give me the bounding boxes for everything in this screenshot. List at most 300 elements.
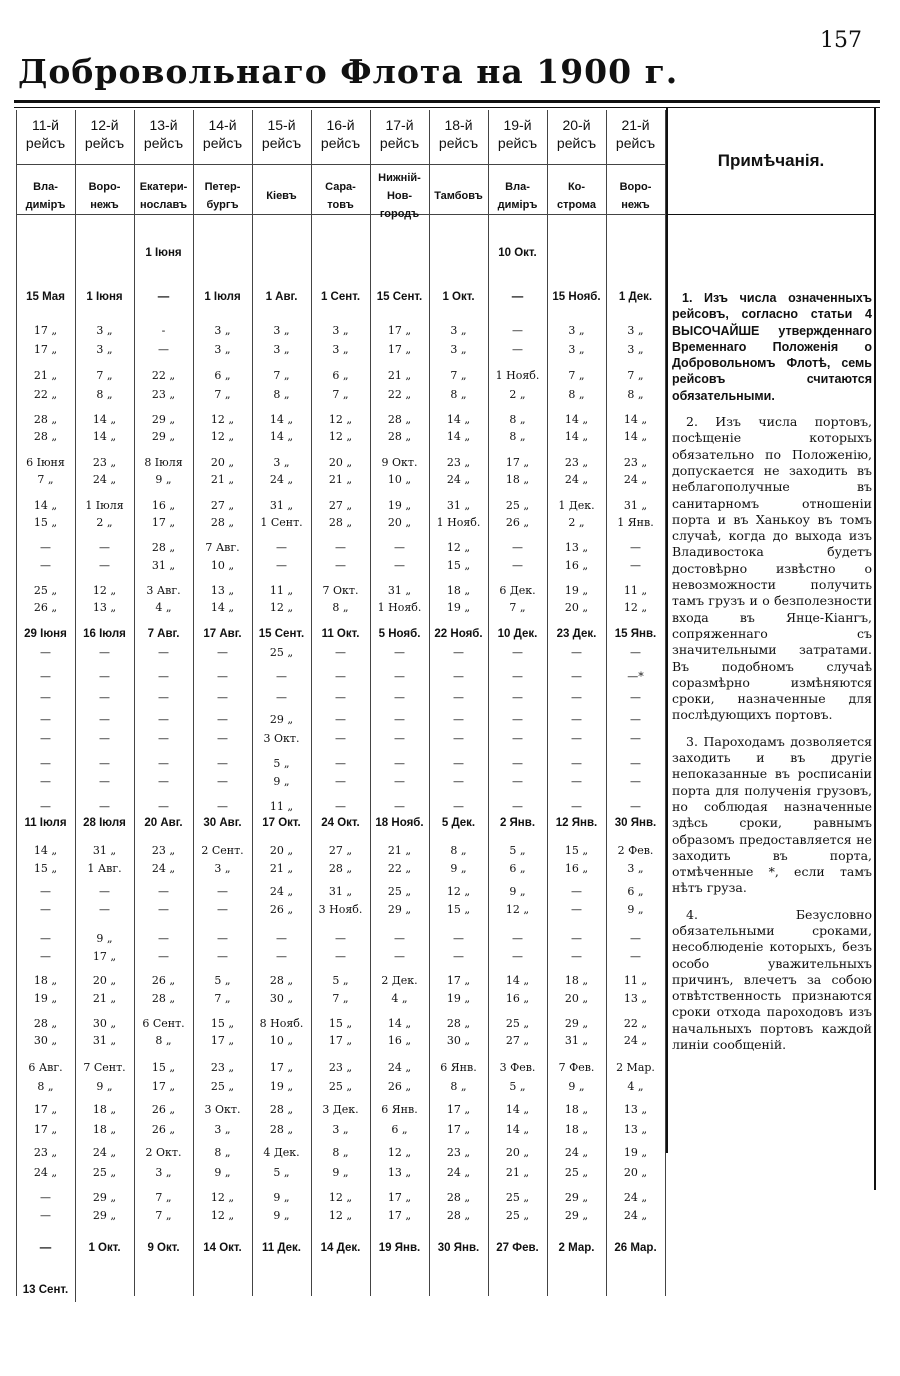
schedule-cell: 23 „ <box>92 456 117 469</box>
schedule-cell: 22 „ <box>33 388 58 401</box>
schedule-cell: 12 „ <box>505 903 530 916</box>
schedule-cell: 18 „ <box>505 473 530 486</box>
notes-header-rule <box>666 214 876 215</box>
note-3: 3. Пароходамъ дозволяется заходить и въ другіе непоказанные въ росписаніи порта для полученія грузовъ, но соблюдая назначенные здѣсь сроки, равнымъ образомъ предоставляется не заходить въ порта, отмѣченные *, если тамъ нѣтъ груза. <box>672 733 872 896</box>
schedule-cell: 18 „ <box>564 974 589 987</box>
schedule-cell: 28 „ <box>269 974 294 987</box>
schedule-cell: 15 Мая <box>26 291 65 303</box>
schedule-cell: 3 „ <box>214 862 231 875</box>
schedule-cell: 3 Авг. <box>146 584 181 597</box>
schedule-cell: 6 „ <box>214 369 231 382</box>
schedule-cell: 3 „ <box>214 343 231 356</box>
schedule-cell: 23 „ <box>33 1146 58 1159</box>
schedule-cell: 28 „ <box>328 862 353 875</box>
schedule-cell: 3 „ <box>214 1123 231 1136</box>
ship-name-header: Петер- бургъ <box>204 181 241 211</box>
schedule-cell: 9 „ <box>96 932 113 945</box>
schedule-cell: 17 „ <box>33 1103 58 1116</box>
schedule-cell: 17 „ <box>33 1123 58 1136</box>
schedule-cell: 9 Окт. <box>147 1242 180 1254</box>
schedule-cell: 9 „ <box>627 903 644 916</box>
schedule-cell: 24 „ <box>269 473 294 486</box>
schedule-cell: 3 „ <box>273 343 290 356</box>
schedule-cell: 6 „ <box>627 885 644 898</box>
schedule-cell: — <box>99 713 110 726</box>
schedule-cell: 29 „ <box>387 903 412 916</box>
schedule-cell: 18 Нояб. <box>375 817 424 829</box>
schedule-cell: 4 „ <box>391 992 408 1005</box>
schedule-cell: — <box>630 646 641 659</box>
schedule-cell: 26 Мар. <box>614 1242 657 1254</box>
schedule-cell: — <box>99 757 110 770</box>
schedule-cell: 23 „ <box>446 1146 471 1159</box>
schedule-cell: 20 „ <box>210 456 235 469</box>
schedule-cell: 26 „ <box>387 1080 412 1093</box>
schedule-cell: 21 „ <box>269 862 294 875</box>
schedule-cell: — <box>158 757 169 770</box>
schedule-cell: 7 „ <box>96 369 113 382</box>
schedule-cell: 4 Дек. <box>263 1146 300 1159</box>
schedule-cell: 15 „ <box>33 862 58 875</box>
schedule-cell: 25 „ <box>505 499 530 512</box>
schedule-cell: 30 Янв. <box>437 1242 480 1254</box>
schedule-cell: 21 „ <box>33 369 58 382</box>
schedule-cell: 17 „ <box>210 1034 235 1047</box>
schedule-cell: 13 „ <box>623 1103 648 1116</box>
schedule-cell: 4 „ <box>155 601 172 614</box>
schedule-cell: — <box>40 775 51 788</box>
schedule-cell: 30 „ <box>269 992 294 1005</box>
schedule-cell: 3 „ <box>450 324 467 337</box>
schedule-cell: 9 Окт. <box>381 456 418 469</box>
schedule-cell: — <box>276 559 287 572</box>
schedule-cell: 15 „ <box>151 1061 176 1074</box>
schedule-cell: — <box>453 800 464 813</box>
schedule-cell: 29 „ <box>92 1209 117 1222</box>
schedule-cell: 7 Сент. <box>83 1061 126 1074</box>
schedule-cell: 3 „ <box>96 324 113 337</box>
schedule-cell: 14 „ <box>210 601 235 614</box>
schedule-cell: 19 „ <box>269 1080 294 1093</box>
schedule-cell: 13 Сент. <box>22 1284 69 1296</box>
voyage-number-header: 21-й рейсъ <box>615 117 656 151</box>
schedule-cell: — <box>394 559 405 572</box>
schedule-cell: 5 „ <box>509 844 526 857</box>
schedule-cell: 13 „ <box>623 992 648 1005</box>
schedule-cell: 8 „ <box>568 388 585 401</box>
ship-name-header: Кіевъ <box>266 190 297 202</box>
voyage-number-header: 20-й рейсъ <box>556 117 597 151</box>
schedule-cell: 20 „ <box>387 516 412 529</box>
schedule-cell: 28 „ <box>328 516 353 529</box>
schedule-cell: — <box>40 713 51 726</box>
schedule-cell: 5 Нояб. <box>378 628 421 640</box>
schedule-cell: 21 „ <box>210 473 235 486</box>
schedule-cell: — <box>571 950 582 963</box>
schedule-cell: 14 „ <box>505 974 530 987</box>
notes-header: Примѣчанія. <box>717 151 825 170</box>
voyage-number-header: 19-й рейсъ <box>497 117 538 151</box>
voyage-number-header: 17-й рейсъ <box>379 117 420 151</box>
schedule-cell: — <box>394 757 405 770</box>
schedule-cell: 8 „ <box>450 388 467 401</box>
schedule-cell: 19 „ <box>623 1146 648 1159</box>
schedule-cell: 24 „ <box>92 1146 117 1159</box>
schedule-cell: — <box>335 775 346 788</box>
schedule-cell: 20 „ <box>623 1166 648 1179</box>
schedule-cell: — <box>158 950 169 963</box>
schedule-cell: 11 „ <box>269 584 294 597</box>
schedule-cell: 10 Дек. <box>497 628 538 640</box>
schedule-cell: 16 „ <box>564 559 589 572</box>
schedule-cell: — <box>217 646 228 659</box>
schedule-cell: 24 Окт. <box>321 817 360 829</box>
schedule-cell: 24 „ <box>623 1034 648 1047</box>
voyage-number-header: 13-й рейсъ <box>143 117 184 151</box>
note-2: 2. Изъ числа портовъ, посѣщеніе которыхъ обязательно по Положенію, допускается не заходить въ неблагополучные въ санитарномъ отношеніи порта и въ Ханькоу въ томъ случаѣ, когда до выхода изъ Владивостока будетъ достовѣрно извѣстно о невозможности получить тамъ грузъ и о безполезности входа въ Янце-Кіангъ, сопряженнаго съ значительными затратами. Въ подобномъ случаѣ соразмѣрно измѣняются сроки, назначенные для послѣдующихъ портовъ. <box>672 414 872 723</box>
schedule-cell: — <box>512 800 523 813</box>
schedule-cell: — <box>630 950 641 963</box>
notes-right-rule <box>874 108 876 1190</box>
schedule-cell: — <box>511 291 524 303</box>
schedule-cell: 12 „ <box>269 601 294 614</box>
schedule-cell: — <box>335 950 346 963</box>
schedule-cell: 17 „ <box>151 516 176 529</box>
schedule-cell: 6 Янв. <box>381 1103 418 1116</box>
schedule-cell: — <box>217 775 228 788</box>
schedule-cell: 1 Нояб. <box>436 516 481 529</box>
schedule-cell: 14 Окт. <box>203 1242 242 1254</box>
schedule-cell: 29 „ <box>564 1017 589 1030</box>
schedule-cell: 2 Окт. <box>145 1146 182 1159</box>
schedule-cell: 12 „ <box>328 413 353 426</box>
schedule-cell: — <box>394 713 405 726</box>
schedule-cell: — <box>571 732 582 745</box>
schedule-cell: 1 Сент. <box>320 291 361 303</box>
schedule-cell: — <box>453 732 464 745</box>
schedule-cell: 9 „ <box>450 862 467 875</box>
schedule-cell: — <box>158 713 169 726</box>
schedule-cell: — <box>453 646 464 659</box>
schedule-cell: 1 Нояб. <box>495 369 540 382</box>
schedule-cell: 1 Іюня <box>86 291 123 303</box>
schedule-cell: 28 „ <box>269 1103 294 1116</box>
schedule-cell: 14 „ <box>269 430 294 443</box>
schedule-cell: 2 Дек. <box>381 974 418 987</box>
schedule-cell: 15 „ <box>33 516 58 529</box>
schedule-cell: 17 Окт. <box>262 817 301 829</box>
schedule-cell: 12 „ <box>328 1209 353 1222</box>
schedule-cell: — <box>40 646 51 659</box>
notes-vertical-rule <box>666 108 668 1153</box>
schedule-cell: 1 Іюля <box>204 291 241 303</box>
schedule-cell: 13 „ <box>564 541 589 554</box>
schedule-cell: 20 „ <box>92 974 117 987</box>
schedule-cell: 14 „ <box>505 1103 530 1116</box>
schedule-cell: 3 Дек. <box>322 1103 359 1116</box>
schedule-cell: — <box>158 646 169 659</box>
schedule-cell: — <box>630 691 641 704</box>
schedule-cell: 5 Дек. <box>441 817 476 829</box>
schedule-cell: 3 „ <box>332 1123 349 1136</box>
schedule-cell: — <box>394 800 405 813</box>
schedule-cell: 17 „ <box>387 343 412 356</box>
schedule-cell: — <box>335 670 346 683</box>
schedule-cell: — <box>99 885 110 898</box>
schedule-cell: — <box>158 343 169 356</box>
schedule-cell: 3 „ <box>450 343 467 356</box>
schedule-cell: 11 „ <box>623 584 648 597</box>
schedule-cell: 1 Іюня <box>145 247 182 259</box>
schedule-cell: — <box>453 757 464 770</box>
schedule-cell: 7 „ <box>450 369 467 382</box>
schedule-cell: 21 „ <box>387 369 412 382</box>
schedule-cell: 2 Янв. <box>499 817 536 829</box>
note-1: 1. Изъ числа означенныхъ рейсовъ, согласно статьи 4 ВЫСОЧАЙШЕ утвержденнаго Временнаго Положенія о Добровольномъ Флотѣ, семь рейсовъ считаются обязательными. <box>672 291 872 403</box>
schedule-cell: 8 „ <box>509 413 526 426</box>
schedule-cell: 4 „ <box>627 1080 644 1093</box>
schedule-cell: 3 „ <box>155 1166 172 1179</box>
schedule-cell: 9 „ <box>273 1191 290 1204</box>
schedule-cell: 8 „ <box>450 1080 467 1093</box>
schedule-cell: 6 Дек. <box>499 584 536 597</box>
top-rule <box>14 100 880 103</box>
ship-name-header: Екатери- нославъ <box>139 181 188 211</box>
schedule-cell: — <box>630 775 641 788</box>
schedule-cell: 25 „ <box>269 646 294 659</box>
ship-name-header: Вла- диміръ <box>25 181 66 211</box>
schedule-cell: 2 Фев. <box>617 844 654 857</box>
schedule-cell: 31 „ <box>446 499 471 512</box>
schedule-cell: 24 „ <box>623 1209 648 1222</box>
schedule-cell: 5 „ <box>273 757 290 770</box>
schedule-cell: — <box>40 732 51 745</box>
schedule-cell: 6 Сент. <box>142 1017 185 1030</box>
schedule-cell: 24 „ <box>151 862 176 875</box>
schedule-cell: — <box>99 775 110 788</box>
schedule-cell: 22 „ <box>623 1017 648 1030</box>
schedule-cell: — <box>453 775 464 788</box>
schedule-cell: — <box>158 732 169 745</box>
schedule-cell: —* <box>627 670 644 683</box>
schedule-cell: 29 „ <box>151 430 176 443</box>
schedule-cell: 15 „ <box>446 903 471 916</box>
schedule-cell: 3 „ <box>627 862 644 875</box>
schedule-cell: — <box>453 670 464 683</box>
schedule-cell: 28 „ <box>33 413 58 426</box>
schedule-cell: 17 „ <box>33 343 58 356</box>
schedule-cell: 17 „ <box>387 324 412 337</box>
schedule-cell: — <box>40 541 51 554</box>
schedule-cell: 15 „ <box>328 1017 353 1030</box>
schedule-cell: — <box>512 732 523 745</box>
schedule-cell: 24 „ <box>623 473 648 486</box>
schedule-cell: 15 „ <box>446 559 471 572</box>
schedule-cell: — <box>158 885 169 898</box>
schedule-cell: 8 Іюля <box>144 456 183 469</box>
header-rule-mid <box>16 164 665 165</box>
schedule-cell: 24 „ <box>446 473 471 486</box>
schedule-cell: — <box>630 732 641 745</box>
schedule-cell: — <box>158 903 169 916</box>
schedule-cell: 31 „ <box>269 499 294 512</box>
schedule-cell: 29 „ <box>564 1191 589 1204</box>
schedule-cell: — <box>39 1242 52 1254</box>
schedule-cell: 7 „ <box>627 369 644 382</box>
schedule-cell: — <box>217 691 228 704</box>
schedule-cell: 20 „ <box>564 992 589 1005</box>
schedule-cell: 7 „ <box>155 1209 172 1222</box>
schedule-cell: 25 „ <box>505 1191 530 1204</box>
schedule-cell: 8 „ <box>155 1034 172 1047</box>
schedule-cell: 18 „ <box>92 1123 117 1136</box>
schedule-table <box>16 108 664 1308</box>
schedule-cell: 21 „ <box>387 844 412 857</box>
schedule-cell: 19 „ <box>33 992 58 1005</box>
schedule-cell: 3 „ <box>214 324 231 337</box>
schedule-cell: — <box>217 732 228 745</box>
schedule-cell: 19 Янв. <box>378 1242 421 1254</box>
schedule-cell: 8 Нояб. <box>259 1017 304 1030</box>
schedule-cell: — <box>158 775 169 788</box>
schedule-cell: 28 „ <box>210 516 235 529</box>
ship-name-header: Воро- нежъ <box>88 181 121 211</box>
schedule-cell: — <box>394 950 405 963</box>
schedule-cell: 15 Янв. <box>614 628 657 640</box>
schedule-cell: 24 „ <box>564 1146 589 1159</box>
schedule-cell: 12 „ <box>446 885 471 898</box>
schedule-cell: 20 Авг. <box>144 817 183 829</box>
schedule-cell: 23 „ <box>446 456 471 469</box>
schedule-cell: 12 „ <box>210 430 235 443</box>
schedule-cell: 31 „ <box>151 559 176 572</box>
schedule-cell: 24 „ <box>92 473 117 486</box>
schedule-cell: 24 „ <box>623 1191 648 1204</box>
schedule-cell: 17 „ <box>505 456 530 469</box>
schedule-cell: 10 „ <box>210 559 235 572</box>
schedule-cell: 24 „ <box>564 473 589 486</box>
schedule-cell: 6 Іюня <box>26 456 65 469</box>
schedule-cell: 9 „ <box>96 1080 113 1093</box>
schedule-cell: 2 „ <box>96 516 113 529</box>
schedule-cell: — <box>276 670 287 683</box>
schedule-cell: 26 „ <box>269 903 294 916</box>
schedule-cell: 8 „ <box>627 388 644 401</box>
ship-name-header: Тамбовъ <box>434 190 483 202</box>
schedule-cell: 3 „ <box>273 324 290 337</box>
schedule-cell: 31 „ <box>92 844 117 857</box>
schedule-cell: 14 „ <box>505 1123 530 1136</box>
schedule-cell: — <box>394 646 405 659</box>
schedule-cell: 12 Янв. <box>555 817 598 829</box>
schedule-cell: 2 Сент. <box>201 844 244 857</box>
schedule-cell: 22 „ <box>387 862 412 875</box>
schedule-cell: 3 „ <box>273 456 290 469</box>
schedule-cell: 16 „ <box>387 1034 412 1047</box>
schedule-cell: 2 Мар. <box>558 1242 595 1254</box>
schedule-cell: 30 Авг. <box>203 817 242 829</box>
schedule-cell: 14 „ <box>564 430 589 443</box>
schedule-cell: 25 „ <box>328 1080 353 1093</box>
schedule-cell: 28 „ <box>151 541 176 554</box>
voyage-number-header: 15-й рейсъ <box>261 117 302 151</box>
schedule-cell: — <box>217 885 228 898</box>
schedule-cell: — <box>512 713 523 726</box>
schedule-cell: 17 Авг. <box>203 628 242 640</box>
schedule-cell: 16 „ <box>151 499 176 512</box>
schedule-cell: — <box>394 691 405 704</box>
schedule-cell: — <box>630 800 641 813</box>
schedule-cell: 9 „ <box>273 1209 290 1222</box>
schedule-cell: — <box>158 670 169 683</box>
schedule-cell: 26 „ <box>505 516 530 529</box>
schedule-cell: 17 „ <box>151 1080 176 1093</box>
schedule-cell: — <box>453 950 464 963</box>
schedule-cell: 12 „ <box>387 1146 412 1159</box>
schedule-cell: 14 „ <box>446 430 471 443</box>
ship-name-header: Нижній- Нов- городъ <box>378 172 421 220</box>
schedule-cell: 12 „ <box>210 1191 235 1204</box>
schedule-cell: 20 „ <box>505 1146 530 1159</box>
schedule-cell: 11 Окт. <box>321 628 360 640</box>
schedule-cell: — <box>99 541 110 554</box>
ship-name-header: Сара- товъ <box>325 181 356 211</box>
schedule-cell: 17 „ <box>446 974 471 987</box>
schedule-cell: 14 Дек. <box>320 1242 361 1254</box>
schedule-cell: 3 Окт. <box>263 732 300 745</box>
schedule-cell: 18 „ <box>564 1123 589 1136</box>
schedule-cell: 7 Авг. <box>205 541 240 554</box>
schedule-cell: 17 „ <box>387 1209 412 1222</box>
schedule-cell: — <box>512 775 523 788</box>
schedule-cell: 29 „ <box>92 1191 117 1204</box>
schedule-cell: 3 Нояб. <box>318 903 363 916</box>
schedule-cell: 22 „ <box>151 369 176 382</box>
schedule-cell: — <box>276 932 287 945</box>
schedule-cell: 8 „ <box>96 388 113 401</box>
page-number: 157 <box>820 28 862 53</box>
schedule-cell: 22 „ <box>387 388 412 401</box>
schedule-cell: — <box>512 670 523 683</box>
schedule-cell: — <box>335 646 346 659</box>
schedule-cell: 25 „ <box>92 1166 117 1179</box>
schedule-cell: — <box>512 932 523 945</box>
schedule-cell: — <box>99 732 110 745</box>
schedule-cell: 28 „ <box>33 430 58 443</box>
schedule-cell: 12 „ <box>446 541 471 554</box>
schedule-cell: 1 Окт. <box>442 291 475 303</box>
schedule-cell: 9 „ <box>214 1166 231 1179</box>
schedule-cell: 16 Іюля <box>83 628 126 640</box>
schedule-cell: 25 „ <box>210 1080 235 1093</box>
schedule-cell: 31 „ <box>623 499 648 512</box>
schedule-cell: 15 „ <box>564 844 589 857</box>
schedule-cell: — <box>158 691 169 704</box>
schedule-cell: 12 „ <box>623 601 648 614</box>
schedule-cell: 8 „ <box>273 388 290 401</box>
schedule-cell: — <box>99 903 110 916</box>
schedule-cell: 17 „ <box>269 1061 294 1074</box>
schedule-cell: — <box>571 646 582 659</box>
schedule-cell: 19 „ <box>387 499 412 512</box>
schedule-cell: — <box>158 932 169 945</box>
schedule-cell: 13 „ <box>623 1123 648 1136</box>
schedule-cell: 7 „ <box>273 369 290 382</box>
schedule-cell: 9 „ <box>273 775 290 788</box>
schedule-cell: 10 „ <box>387 473 412 486</box>
schedule-cell: 1 Авг. <box>87 862 122 875</box>
schedule-cell: — <box>99 691 110 704</box>
